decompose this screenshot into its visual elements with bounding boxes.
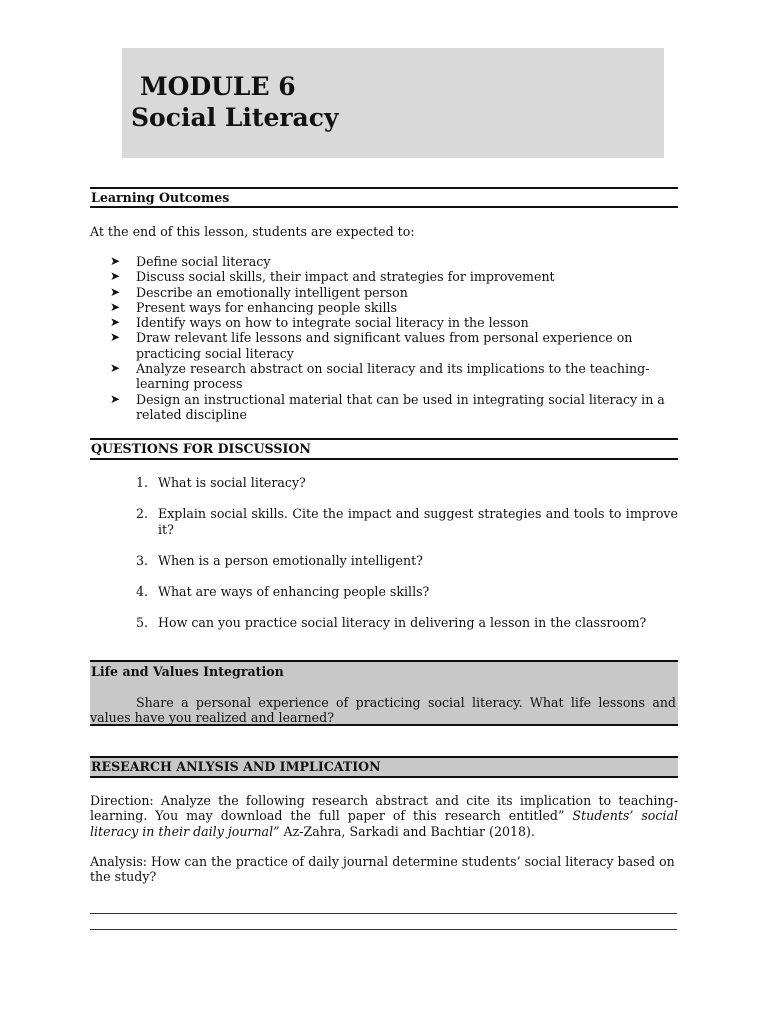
module-number: MODULE 6 (140, 72, 296, 101)
arrow-bullet-icon: ➤ (110, 269, 121, 284)
discussion-questions-list (130, 475, 678, 631)
arrow-bullet-icon: ➤ (110, 391, 121, 406)
list-item: ➤ Define social literacy (110, 254, 271, 269)
paper-title: Students’ social literacy in their daily journal” (90, 808, 678, 839)
life-values-heading: Life and Values Integration (91, 664, 284, 679)
list-item: ➤ Identify ways on how to integrate social literacy in the lesson (110, 315, 529, 331)
list-item: ➤ Draw relevant life lessons and significant values from personal experience on practicing social literacy (110, 330, 633, 361)
list-item: ➤ Design an instructional material that can be used in integrating social literacy in a related discipline (110, 391, 665, 422)
list-item: 3. When is a person emotionally intelligent? (136, 552, 423, 568)
arrow-bullet-icon: ➤ (110, 254, 121, 268)
list-item: 2. Explain social skills. Cite the impact and suggest strategies and tools to improve it? (136, 506, 678, 537)
answer-line (90, 929, 677, 930)
list-item: 1. What is social literacy? (136, 475, 306, 490)
arrow-bullet-icon: ➤ (110, 330, 121, 345)
module-title: Social Literacy (131, 103, 339, 132)
arrow-bullet-icon: ➤ (110, 284, 121, 299)
arrow-bullet-icon: ➤ (110, 361, 121, 376)
discussion-heading: QUESTIONS FOR DISCUSSION (90, 438, 678, 460)
answer-line (90, 913, 677, 914)
learning-outcomes-list (110, 254, 680, 422)
learning-outcomes-intro: At the end of this lesson, students are expected to: (90, 224, 415, 239)
list-item: ➤ Present ways for enhancing people skills (110, 299, 398, 315)
module-title-box (122, 48, 664, 158)
list-item: ➤ Describe an emotionally intelligent person (110, 284, 408, 300)
life-values-section (90, 660, 678, 726)
list-item: ➤ Discuss social skills, their impact and strategies for improvement (110, 269, 555, 285)
research-direction: Direction: Analyze the following research abstract and cite its implication to teaching-learning. You may download the full paper of this research entitled” Students’ social literacy in their daily journal” Az-Zahra, Sarkadi and Bachtiar (2018). (90, 793, 678, 839)
arrow-bullet-icon: ➤ (110, 299, 121, 314)
list-item: 5. How can you practice social literacy in delivering a lesson in the classroom? (136, 615, 647, 631)
list-item: 4. What are ways of enhancing people skills? (136, 584, 430, 600)
learning-outcomes-heading: Learning Outcomes (90, 187, 678, 208)
arrow-bullet-icon: ➤ (110, 315, 121, 330)
list-item: ➤ Analyze research abstract on social literacy and its implications to the teaching-learning process (110, 361, 650, 392)
research-analysis: Analysis: How can the practice of daily journal determine students’ social literacy based on the study? (90, 854, 675, 885)
research-heading: RESEARCH ANLYSIS AND IMPLICATION (90, 756, 678, 778)
life-values-text: Share a personal experience of practicing social literacy. What life lessons and values have you realized and learned? (90, 695, 676, 726)
